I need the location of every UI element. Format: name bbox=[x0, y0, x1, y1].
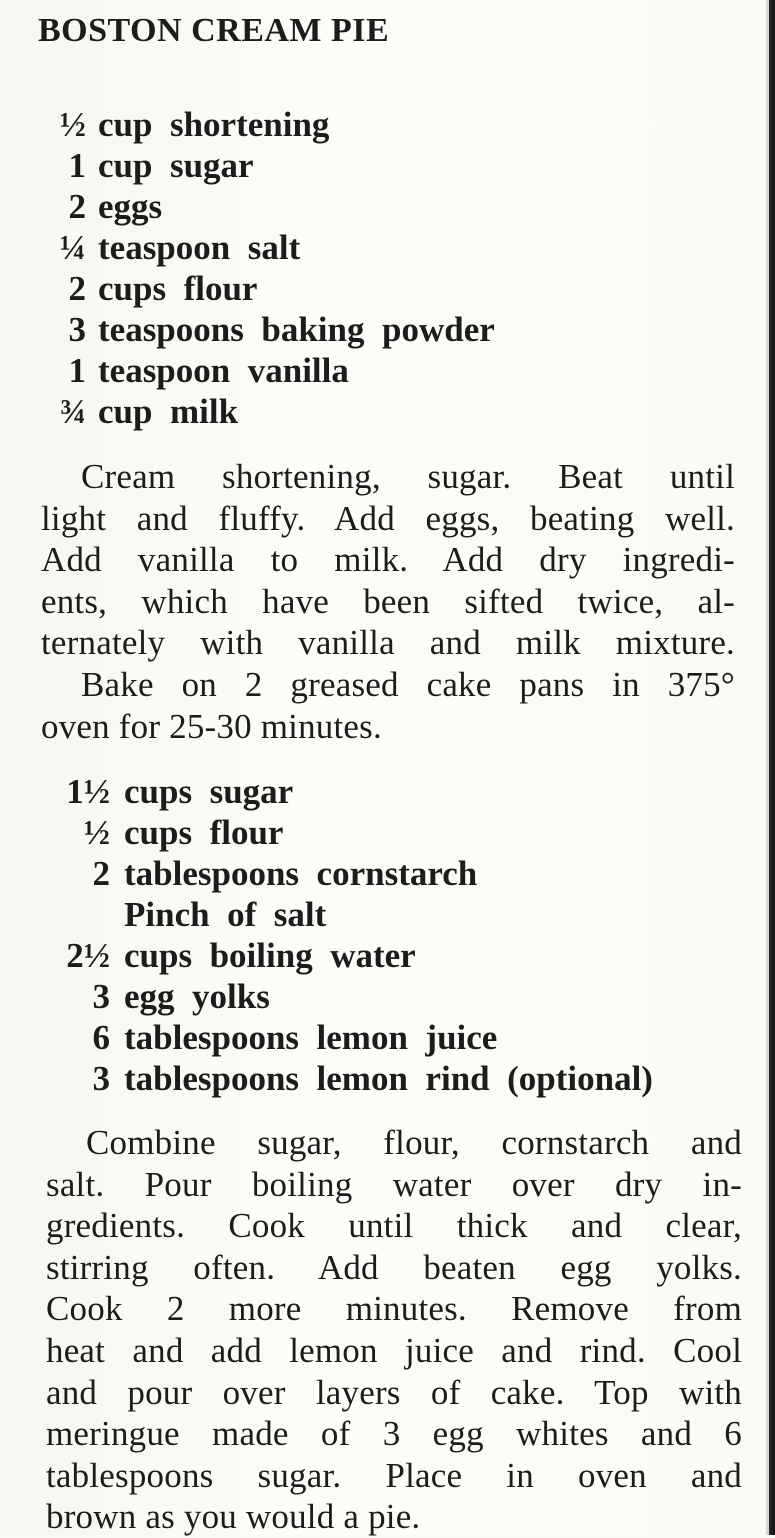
direction-line: Bake on 2 greased cake pans in 375° bbox=[81, 664, 735, 704]
direction-line: ternately with vanilla and milk mixture. bbox=[41, 623, 735, 663]
ingredient-name: cup sugar bbox=[98, 146, 254, 185]
direction-line: oven for 25-30 minutes. bbox=[41, 706, 382, 746]
ingredient-line bbox=[42, 1017, 653, 1058]
recipe-title: BOSTON CREAM PIE bbox=[38, 12, 390, 49]
ingredient-name: cup milk bbox=[98, 392, 239, 431]
ingredient-qty: 2 bbox=[68, 187, 86, 226]
direction-line: ents, which have been sifted twice, al- bbox=[41, 581, 735, 621]
direction-line: meringue made of 3 egg whites and 6 bbox=[46, 1414, 742, 1454]
ingredient-name: cups boiling water bbox=[124, 936, 416, 975]
filling-ingredient-list bbox=[42, 771, 653, 1099]
ingredient-line bbox=[34, 227, 495, 268]
ingredient-qty: ¾ bbox=[59, 392, 86, 431]
ingredient-name: tablespoons lemon juice bbox=[124, 1018, 498, 1057]
filling-directions bbox=[46, 1122, 742, 1538]
ingredient-qty: 2 bbox=[92, 854, 110, 893]
direction-line: Cream shortening, sugar. Beat until bbox=[81, 457, 735, 496]
ingredient-qty: ¼ bbox=[59, 228, 86, 267]
ingredient-name: tablespoons cornstarch bbox=[124, 854, 478, 893]
ingredient-qty: 6 bbox=[92, 1018, 110, 1057]
direction-line: brown as you would a pie. bbox=[46, 1497, 421, 1537]
ingredient-line bbox=[42, 894, 653, 935]
ingredient-name: Pinch of salt bbox=[124, 895, 327, 934]
ingredient-qty: 1½ bbox=[66, 772, 110, 811]
ingredient-line bbox=[34, 186, 495, 227]
ingredient-name: egg yolks bbox=[124, 977, 270, 1016]
direction-line: Combine sugar, flour, cornstarch and bbox=[86, 1123, 742, 1162]
ingredient-name: teaspoons baking powder bbox=[98, 310, 495, 349]
ingredient-line bbox=[42, 812, 653, 853]
ingredient-line bbox=[42, 771, 653, 812]
direction-line: Cook 2 more minutes. Remove from bbox=[46, 1289, 742, 1329]
direction-line: stirring often. Add beaten egg yolks. bbox=[46, 1247, 742, 1287]
ingredient-name: teaspoon salt bbox=[98, 228, 301, 267]
ingredient-line bbox=[42, 1058, 653, 1099]
direction-line: Add vanilla to milk. Add dry ingredi- bbox=[41, 540, 735, 580]
ingredient-name: cups flour bbox=[98, 269, 258, 308]
ingredient-line bbox=[34, 391, 495, 432]
ingredient-qty: 3 bbox=[92, 977, 110, 1016]
ingredient-name: eggs bbox=[98, 187, 163, 226]
ingredient-line bbox=[34, 145, 495, 186]
ingredient-line bbox=[42, 935, 653, 976]
cake-directions bbox=[41, 456, 735, 747]
ingredient-qty: 3 bbox=[68, 310, 86, 349]
ingredient-line bbox=[42, 976, 653, 1017]
ingredient-line bbox=[42, 853, 653, 894]
ingredient-qty: 2 bbox=[68, 269, 86, 308]
direction-line: salt. Pour boiling water over dry in- bbox=[46, 1164, 742, 1204]
ingredient-qty: 1 bbox=[68, 146, 86, 185]
cake-ingredient-list bbox=[34, 104, 495, 432]
direction-line: heat and add lemon juice and rind. Cool bbox=[46, 1330, 742, 1370]
ingredient-line bbox=[34, 309, 495, 350]
ingredient-qty: 1 bbox=[68, 351, 86, 390]
ingredient-name: tablespoons lemon rind (optional) bbox=[124, 1059, 653, 1098]
ingredient-line bbox=[34, 104, 495, 145]
page-edge bbox=[769, 0, 775, 1535]
ingredient-name: cups flour bbox=[124, 813, 284, 852]
ingredient-line bbox=[34, 268, 495, 309]
ingredient-line bbox=[34, 350, 495, 391]
ingredient-qty: 2½ bbox=[66, 936, 110, 975]
direction-line: tablespoons sugar. Place in oven and bbox=[46, 1455, 742, 1495]
direction-line: and pour over layers of cake. Top with bbox=[46, 1372, 742, 1412]
direction-line: light and fluffy. Add eggs, beating well. bbox=[41, 498, 735, 538]
ingredient-name: cup shortening bbox=[98, 105, 330, 144]
direction-line: gredients. Cook until thick and clear, bbox=[46, 1206, 742, 1246]
ingredient-qty: ½ bbox=[59, 105, 86, 144]
ingredient-name: teaspoon vanilla bbox=[98, 351, 349, 390]
ingredient-qty: 3 bbox=[92, 1059, 110, 1098]
ingredient-name: cups sugar bbox=[124, 772, 294, 811]
ingredient-qty: ½ bbox=[83, 813, 110, 852]
